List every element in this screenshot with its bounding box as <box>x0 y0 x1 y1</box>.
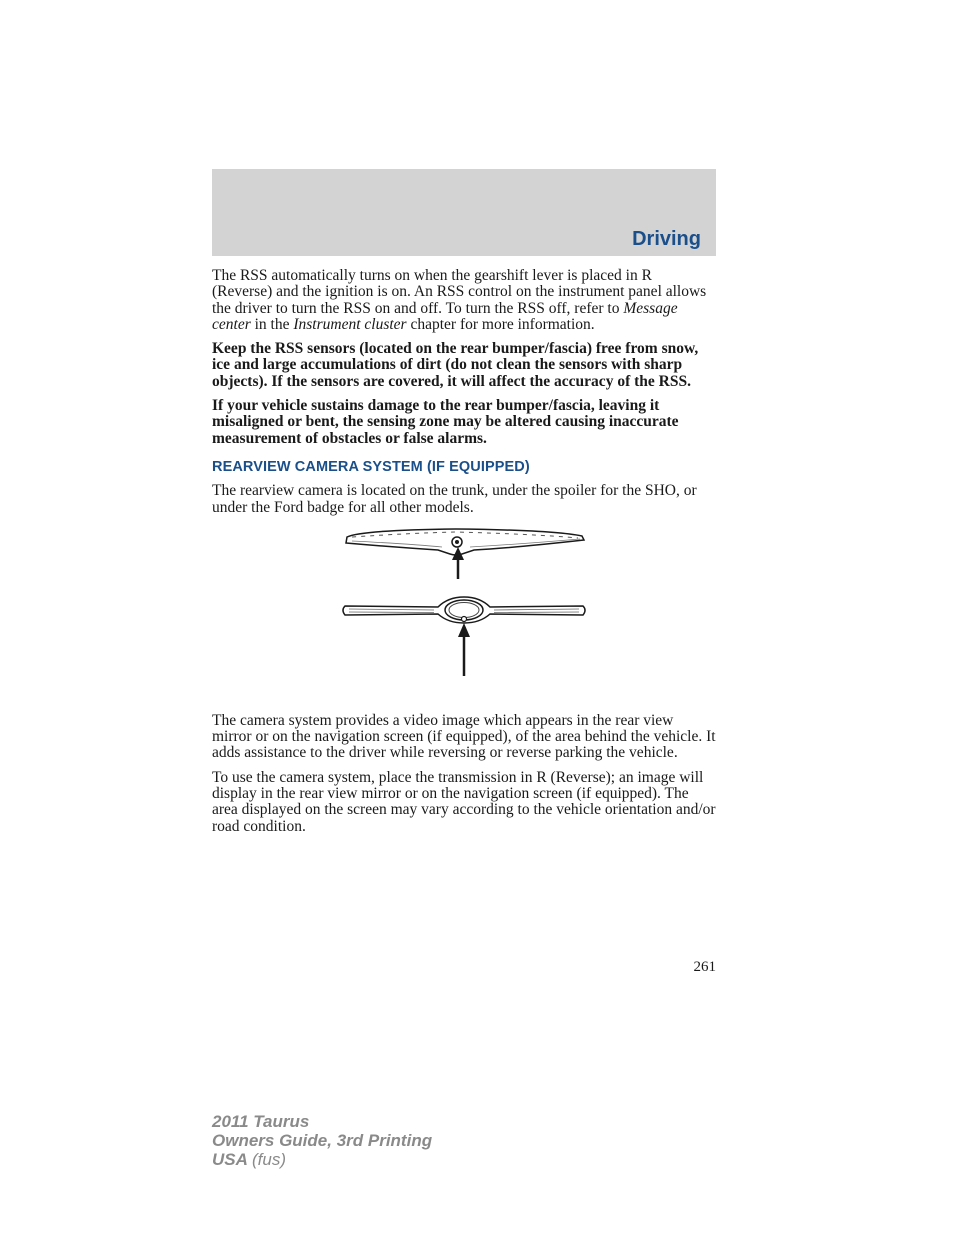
page-content <box>212 268 716 843</box>
rss-intro-text-b: in the <box>250 315 294 333</box>
section-title: Driving <box>632 228 701 250</box>
footer-region <box>212 1150 432 1169</box>
camera-usage-paragraph: To use the camera system, place the transmission in R (Reverse); an image will display in the rear view mirror or on the navigation screen (if equipped). The area displayed on the screen may vary according to the vehicle orientation and/or road condition. <box>212 768 716 835</box>
footer-model: 2011 Taurus <box>212 1112 310 1131</box>
ford-badge-trim-drawing <box>343 597 585 623</box>
instrument-cluster-reference: Instrument cluster <box>293 315 407 333</box>
page-number: 261 <box>693 959 716 975</box>
rss-intro-paragraph <box>212 268 716 333</box>
section-header-band <box>212 169 716 256</box>
camera-function-paragraph: The camera system provides a video image which appears in the rear view mirror or on the navigation screen (if equipped), of the area behind the vehicle. It adds assistance to the driver while reversing or reverse parking the vehicle. <box>212 711 716 762</box>
footer-country: USA <box>212 1150 248 1169</box>
camera-location-paragraph: The rearview camera is located on the trunk, under the spoiler for the SHO, or under the Ford badge for all other models. <box>212 482 697 516</box>
rss-intro-text-c: chapter for more information. <box>406 315 595 333</box>
sensor-care-warning: Keep the RSS sensors (located on the rear bumper/fascia) free from snow, ice and large accumulations of dirt (do not clean the sensors with sharp objects). If the sensors are covered, it will affect the accuracy of the RSS. <box>212 340 699 390</box>
rearview-camera-heading: REARVIEW CAMERA SYSTEM (IF EQUIPPED) <box>212 458 530 475</box>
spoiler-drawing <box>346 529 584 555</box>
bumper-damage-warning: If your vehicle sustains damage to the rear bumper/fascia, leaving it misaligned or bent, the sensing zone may be altered causing inaccurate measurement of obstacles or false alarms. <box>212 397 679 447</box>
message-center-reference: Message center <box>212 299 678 333</box>
camera-location-illustration <box>212 526 716 701</box>
document-footer <box>212 1112 432 1169</box>
badge-camera-arrow <box>458 623 470 676</box>
camera-location-diagram <box>212 526 716 701</box>
footer-code: (fus) <box>252 1150 286 1169</box>
rss-intro-text-a: The RSS automatically turns on when the gearshift lever is placed in R (Reverse) and the ignition is on. An RSS control on the instrument panel allows the driver to turn the RSS on and off. To turn the RSS off, refer to <box>212 267 707 317</box>
footer-edition: Owners Guide, 3rd Printing <box>212 1131 433 1150</box>
